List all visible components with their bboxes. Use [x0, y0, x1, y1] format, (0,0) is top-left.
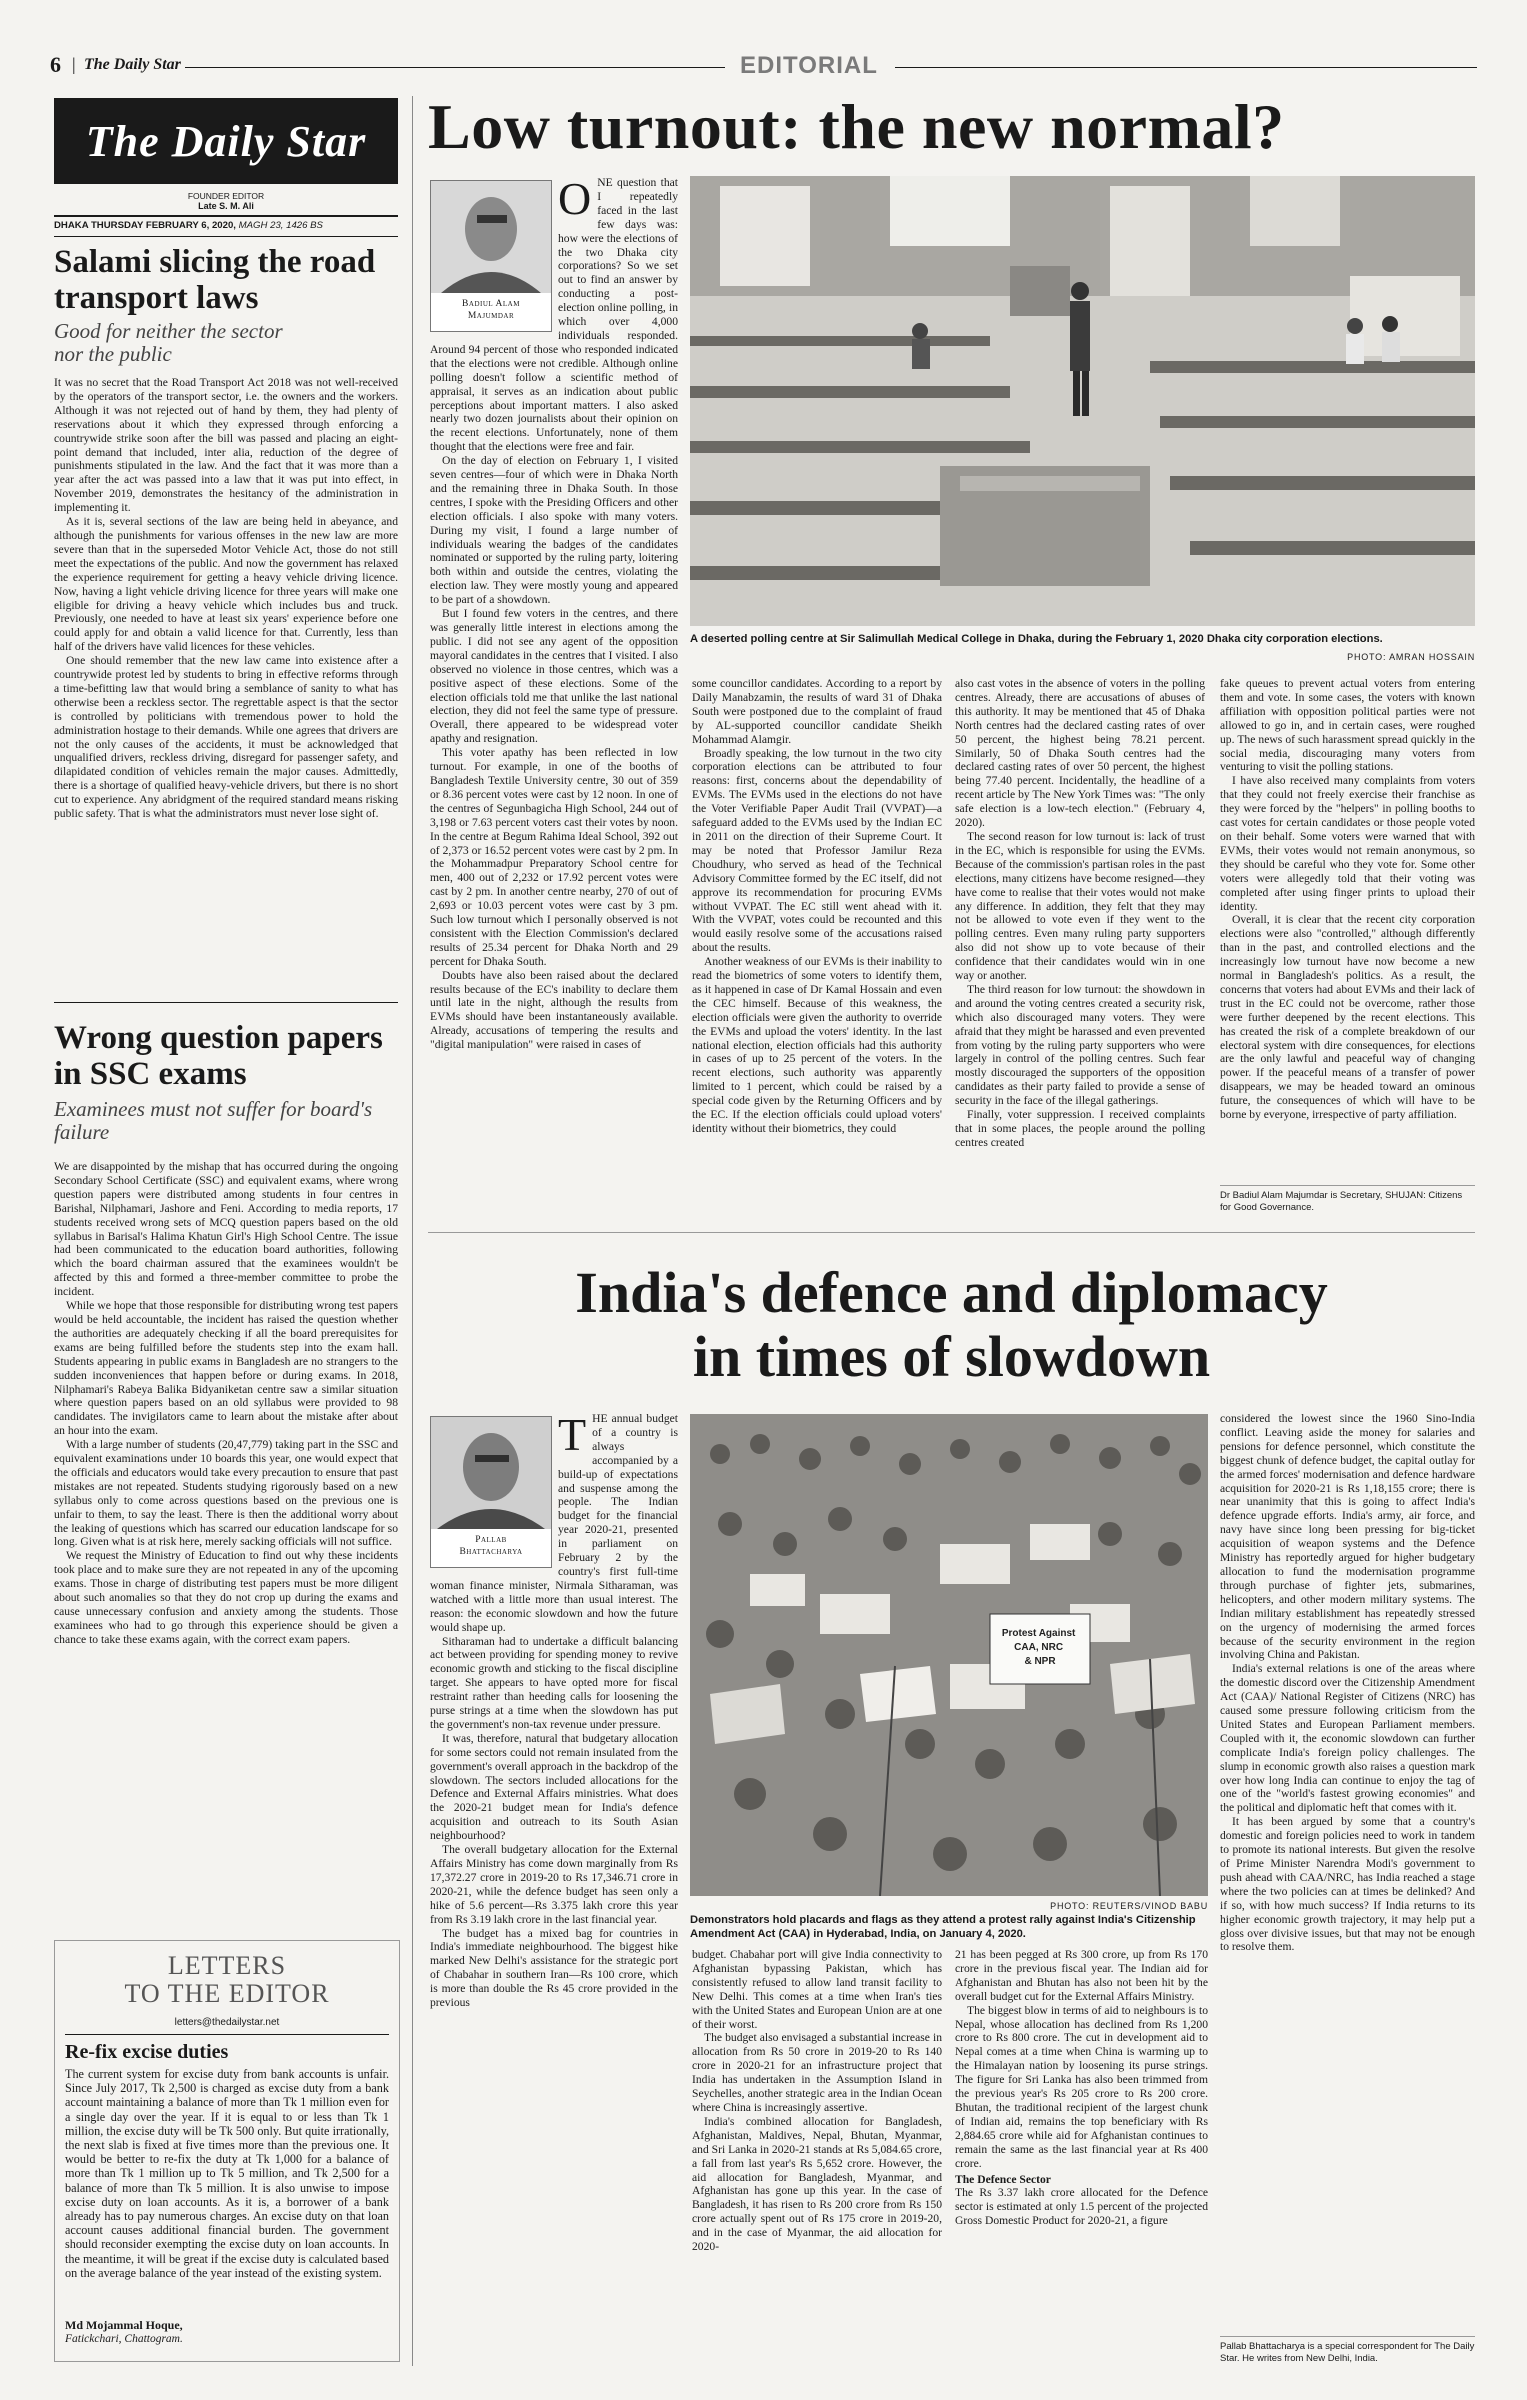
article-2-headline-1: India's defence and diplomacy	[575, 1260, 1328, 1325]
editorial-2-paragraph: We request the Ministry of Education to find out why these incidents took place and to make sure they are not repeated in any of the upcoming exams. Those in charge of distributing test papers must be more diligent about such anomalies so that they do not crop up during the exams and cause unnecessary confusion and anxiety among the students. Those examinees who had to go through this experience should be given a chance to take these exams again, with the correct exam papers.	[54, 1549, 398, 1646]
letter-title: Re-fix excise duties	[65, 2041, 229, 2063]
editorial-2-subtitle: Examinees must not suffer for board's failure	[54, 1097, 373, 1144]
article-2-bio-rule	[1220, 2336, 1475, 2337]
page-number: 6	[50, 52, 61, 77]
article-divider	[428, 1232, 1475, 1233]
letter-body: The current system for excise duty from bank accounts is unfair. Since July 2017, Tk 2,500 is charged as excise duty from a bank account maintaining a balance of more than Tk 1 million even for a single day over the year. If it is equal to or less than Tk 1 million, the excise duty will be Tk 500 only. But quite irrationally, the next slab is fixed at five times more than the previous one. It would be better to re-fix the duty at Tk 1,000 for a balance of more than Tk 1 million up to Tk 5 million, and Tk 2,500 for a balance of more than Tk 5 million. It is also unwise to impose excise duty on loan accounts. As it is, a borrower of a bank already has to pay numerous charges. An excise duty on that loan account causes additional financial burden. The government should reconsider exempting the excise duty on loan accounts. In the meantime, it will be great if the excise duty is calculated based on the average balance of the year instead of the existing system.	[65, 2067, 389, 2280]
author-1-surname: Majumdar	[467, 311, 515, 321]
header-paper-name: The Daily Star	[84, 56, 181, 73]
editorial-2-paragraph: We are disappointed by the mishap that has occurred during the ongoing Secondary School Certificate (SSC) and equivalent exams, where wrong question papers were distributed among students in four centres in Barishal, Nilphamari, Jashore and Feni. According to media reports, 17 students received wrong sets of MCQ question papers based on the old syllabus in Barisal's Halima Khatun Girl's High School Centre. The issue had been communicated to the education board authorities, following which the board chairman assured that the examinees wouldn't be affected by this and formed a three-member committee to probe the incident.	[54, 1160, 398, 1299]
editorial-2-body	[54, 1160, 398, 1926]
article-2-paragraph: The overall budgetary allocation for the External Affairs Ministry has come down marginally from Rs 17,372.27 crore in 2019-20 to Rs 17,346.71 crore in 2020-21, while the defence budget has seen only a hike of 5.6 percent—Rs 3.375 lakh crore this year from Rs 3.19 lakh crore in the last financial year.	[430, 1843, 678, 1926]
article-2-dropcap: T	[558, 1412, 587, 1460]
polling-centre-image	[690, 176, 1475, 626]
dateline-rule-top	[54, 215, 398, 217]
article-2-paragraph: The budget also envisaged a substantial increase in allocation from Rs 50 crore in 2019-20 to Rs 140 crore in 2020-21 for an infrastructure project that India has undertaken in the Assumption Island in Seychelles, another strategic area in the Indian Ocean where China is increasingly assertive.	[692, 2031, 942, 2114]
editorial-divider	[54, 1002, 398, 1003]
article-2-col-4	[1220, 1412, 1475, 2332]
editorial-2-title: Wrong question papers in SSC exams	[54, 1020, 383, 1092]
left-column-divider	[412, 96, 413, 2366]
article-2-paragraph: The Rs 3.37 lakh crore allocated for the Defence sector is estimated at only 1.5 percent of the projected Gross Domestic Product for 2020-21, a figure	[955, 2186, 1208, 2228]
article-2-col-3	[955, 1948, 1208, 2368]
article-2-paragraph: It has been argued by some that a country's domestic and foreign policies need to work in tandem to promote its national interests. But given the resolve of Prime Minister Narendra Modi's government to push ahead with CAA/NRC, has India reached a stage where the two policies can at times be delinked? And if so, with how much success? If India returns to its higher economic growth trajectory, it may help put a gloss over divisive issues, but that may not be enough to resolve them.	[1220, 1815, 1475, 1954]
article-1-paragraph: Overall, it is clear that the recent city corporation elections were also "controlled," although differently than in the past, and controlled elections and the increasingly low turnout have now become a new normal in Bangladesh's politics. As a result, the concerns that voters had about EVMs and their lack of trust in the EC could not be overcome, rather those were further deepened by the recent elections. This has created the risk of a complete breakdown of our electoral system with dire consequences, for elections are the only lawful and peaceful way of changing power. If the peaceful means of a transfer of power disappears, we may be headed toward an ominous future, the consequences of which will have to be borne by everyone, irrespective of party affiliation.	[1220, 913, 1475, 1122]
section-label: EDITORIAL	[740, 52, 878, 79]
article-1-paragraph: But I found few voters in the centres, and there was generally little interest in elections among the public. I did not see any agent of the opposition mayoral candidates in the centres that I visited. I also observed no violence in those centres, which was a positive aspect of these elections. Some of the election officials told me that unlike the last national election, they did not feel the same type of pressure. Overall, there appeared to be widespread voter apathy and resignation.	[430, 607, 678, 746]
article-1-paragraph: Another weakness of our EVMs is their inability to read the biometrics of some voters to identify them, as it happened in case of Dr Kamal Hossain and even the CEC himself. Because of this weakness, the election officials were given the authority to override the EVMs and upload the voters' identity. In the last national election, election officials had this authority in cases of up to 25 percent of the voters. In the recent elections, such authority was apparently limited to 1 percent, which could be raised by a special code given by the Returning Officers and by the EC. If the election officials could upload voters' identity without their biometrics, they could	[692, 955, 942, 1135]
placard-text-line: CAA, NRC	[1014, 1642, 1064, 1653]
placard-text-line: Protest Against	[1001, 1628, 1076, 1639]
page-header	[50, 50, 1477, 80]
article-2-paragraph: considered the lowest since the 1960 Sino-India conflict. Leaving aside the money for salaries and pensions for defence personnel, which constitute the biggest chunk of defence budget, the capital outlay for the armed forces' modernisation and defence hardware acquisition for 2020-21 is Rs 1,18,155 crore; there is near unanimity that this is going to affect India's defence upgrade efforts. India's army, air force, and navy have since long been pressing for big-ticket acquisition of weapon systems and the Defence Ministry has reportedly argued for higher budgetary allocation to fund the modernisation programme through purchase of fighter jets, submarines, helicopters, and other modern military systems. The Indian military establishment has repeatedly stressed on the urgency of modernising the armed forces because of the security environment in the region involving China and Pakistan.	[1220, 1412, 1475, 1662]
article-2-paragraph: Sitharaman had to undertake a difficult balancing act between providing for spending money to revive economic growth and sticking to the fiscal discipline target. She appears to have opted more for fiscal restraint rather than heeding calls for loosening the purse strings at a time when the slowdown has put the government's non-tax revenue under pressure.	[430, 1634, 678, 1731]
letters-heading-2: TO THE EDITOR	[124, 1979, 330, 2008]
article-2-photo-caption: Demonstrators hold placards and flags as they attend a protest rally against India's Citizenship Amendment Act (CAA) in Hyderabad, India, on January 4, 2020.	[690, 1914, 1196, 1940]
editorial-2-paragraph: With a large number of students (20,47,779) taking part in the SSC and equivalent examinations under 10 boards this year, one would expect that the officials and educators would take every precaution to ensure that past mistakes are not repeated. Students studying rigorously based on a new syllabus only to come across questions based on the previous one is unfair to them, to say the least. There is then the additional worry about the leaking of questions which has scarred our education landscape for so long. Given what is at risk here, merely sacking officials will not suffice.	[54, 1438, 398, 1549]
article-2-paragraph: The budget has a mixed bag for countries in India's immediate neighbourhood. The biggest hike marked New Delhi's assistance for the strategic port of Chabahar in southern Iran—Rs 100 crore, which is more than double the Rs 45 crore provided in the previous	[430, 1926, 678, 2010]
letters-rule	[65, 2034, 389, 2035]
article-1-paragraph: Broadly speaking, the low turnout in the two city corporation elections can be attributed to four reasons: first, concerns about the dependability of EVMs. The EVMs used in the elections do not have the Voter Verifiable Paper Audit Trail (VVPAT)—a safeguard added to the EVMs used by the Indian EC in 2011 on the direction of their Supreme Court. It may be noted that Professor Jamilur Reza Choudhury, who served as head of the Technical Advisory Committee formed by the EC itself, did not approve its recommendation for procuring EVMs without VVPAT. The EC still went ahead with it. With the VVPAT, votes could be recounted and this would easily resolve some of the accusations raised about the results.	[692, 746, 942, 955]
letter-signature: Md Mojammal Hoque,	[65, 2318, 183, 2332]
article-2-paragraph: The biggest blow in terms of aid to neighbours is to Nepal, whose allocation has declined from Rs 1,200 crore to Rs 800 crore. The cut in development aid to Nepal comes at a time when China is warming up to the Himalayan nation by loosening its purse strings. The figure for Sri Lanka has also been trimmed from the previous year's Rs 205 crore to Rs 200 crore. Bhutan, the traditional recipient of the largest chunk of Indian aid, remains the top beneficiary with Rs 2,884.65 crore while aid for Afghanistan continues to remain the same as the last financial year at Rs 400 crore.	[955, 2003, 1208, 2170]
author-2-name: Pallab	[475, 1535, 507, 1545]
masthead-logo: The Daily Star	[54, 98, 398, 184]
article-2-lead-text: HE annual budget of a country is always accompanied by a build-up of expectations and suspense among the people. The Indian budget for the financial year 2020-21, presented in parliament on February 2 by the country's first full-time woman finance minister, Nirmala Sitharaman, was watched with a little more than usual interest. The reason: the economic slowdown and how the future would shape up.	[430, 1412, 678, 1634]
article-1-paragraph: Finally, voter suppression. I received complaints that in some places, the people around the polling centres created	[955, 1108, 1205, 1149]
article-1-author-bio: Dr Badiul Alam Majumdar is Secretary, SHUJAN: Citizens for Good Governance.	[1220, 1190, 1463, 1213]
article-2-paragraph: India's combined allocation for Bangladesh, Afghanistan, Maldives, Nepal, Bhutan, Myanmar, and Sri Lanka in 2020-21 stands at Rs 5,084.65 crore, a fall from last year's Rs 5,652 crore. However, the aid allocation for Bangladesh, Myanmar, and Afghanistan has gone up this year. In the case of Bangladesh, it has risen to Rs 200 crore from Rs 150 crore actually spent out of Rs 175 crore in 2019-20, and in the case of Myanmar, the aid allocation for 2020-	[692, 2114, 942, 2254]
article-1-paragraph: I have also received many complaints from voters that they could not freely exercise their franchise as they were forced by the "helpers" in polling booths to cast votes for certain candidates or those people voted on their behalf. Some voters were warned that with EVMs, their votes would not remain anonymous, so they should be careful who they vote for. Some other voters were allegedly told that their voting was completed after using finger prints to upload their identity.	[1220, 774, 1475, 913]
article-1-paragraph: The third reason for low turnout: the showdown in and around the voting centres created a security risk, which also discouraged many voters. They were afraid that they might be harassed and even prevented from voting by the ruling party supporters who were largely in control of the polling centres. Such fear mostly discouraged the supporters of the opposition candidates as their party failed to provide a sense of security in the face of the illegal gatherings.	[955, 982, 1205, 1108]
article-2-paragraph: budget. Chabahar port will give India connectivity to Afghanistan bypassing Pakistan, which has consistently refused to allow land transit facility to New Delhi. This comes at a time when Iran's ties with the United States and European Union are at one of their worst.	[692, 1948, 942, 2031]
author-2-surname: Bhattacharya	[459, 1547, 523, 1557]
article-1-bio-rule	[1220, 1185, 1475, 1186]
article-1-paragraph: Doubts have also been raised about the declared results because of the EC's inability to declare them until late in the night, although the results from EVMs should have been instantaneously available. Already, accusations of tempering the results and "digital manipulation" were raised in cases of	[430, 968, 678, 1052]
article-1-photo-credit: PHOTO: AMRAN HOSSAIN	[1347, 652, 1475, 662]
article-2-subhead: The Defence Sector	[955, 2172, 1051, 2186]
article-2-author-bio: Pallab Bhattacharya is a special correspondent for The Daily Star. He writes from New Delhi, India.	[1220, 2341, 1475, 2364]
letter-location: Fatickchari, Chattogram.	[65, 2333, 183, 2345]
article-2-col-2	[692, 1948, 942, 2368]
header-rule-right	[895, 67, 1477, 68]
editorial-1-paragraph: It was no secret that the Road Transport Act 2018 was not well-received by the operators of the transport sector, i.e. the owners and the workers. Although it was not rejected out of hand by them, they had plenty of reservations about it which they expressed through enforcing a countrywide strike soon after the bill was passed and placing an eight-point demand that included, inter alia, reduction of the degree of punishments stipulated in the law. And the fact that it was more than a year after the act was passed into a law that it was put into effect, in November 2019, demonstrates the hesitancy of the administration in implementing it.	[54, 376, 398, 515]
article-1-photo-caption: A deserted polling centre at Sir Salimullah Medical College in Dhaka, during the February 1, 2020 Dhaka city corporation elections.	[690, 633, 1383, 645]
article-2-paragraph: India's external relations is one of the areas where the domestic discord over the Citizenship Amendment Act (CAA)/ National Register of Citizens (NRC) has caused some pressure following criticism from the United States and European Parliament members. Coupled with it, the economic slowdown can further complicate India's foreign policy challenges. The slump in economic growth also raises a question mark over how long India can continue to enjoy the tag of one of the "world's fastest growing economies" and the political and diplomatic heft that comes with it.	[1220, 1662, 1475, 1815]
article-1-lead-dropcap: O	[558, 176, 592, 224]
article-2-paragraph: It was, therefore, natural that budgetary allocation for some sectors could not remain insulated from the government's overall approach in the backdrop of the slowdown. The sectors included allocations for the Defence and External Affairs ministries. What does the 2020-21 budget mean for India's defence acquisition and outreach to its South Asian neighbourhood?	[430, 1731, 678, 1843]
article-2-photo-credit: PHOTO: REUTERS/VINOD BABU	[1050, 1901, 1208, 1911]
article-1-paragraph: The second reason for low turnout is: lack of trust in the EC, which is responsible for using the EVMs. Because of the commission's partisan roles in the past elections, many citizens have become resigned—they have come to realise that their votes would not make any difference. In addition, they felt that they may not be allowed to vote even if they went to the polling centres. Even many ruling party supporters also did not show up to vote because of their confidence that their candidates would win in one way or another.	[955, 829, 1205, 983]
founder-editor-name: Late S. M. Ali	[198, 201, 254, 211]
editorial-1-title: Salami slicing the road transport laws	[54, 244, 376, 316]
dateline: DHAKA THURSDAY FEBRUARY 6, 2020, MAGH 23, 1426 BS	[54, 220, 323, 231]
editorial-2-paragraph: While we hope that those responsible for distributing wrong test papers would be held accountable, the incident has raised the question whether the authorities are adequately checking if all the board prerequisites for exams are being fulfilled before the students step into the exam hall. Students appearing in public exams in Bangladesh are no strangers to the sudden inconveniences that happen before or during exams. In 2018, Nilphamari's Rabeya Balika Bidyaniketan centre saw a similar situation where question papers based on an old syllabus were provided to 98 candidates. The invigilators came to learn about the mistake after about an hour into the exam.	[54, 1299, 398, 1438]
article-1-paragraph: On the day of election on February 1, I visited seven centres—four of which were in Dhaka North and the remaining three in Dhaka South. In those centres, I spoke with the Presiding Officers and other election officials. I also spoke with many voters. During my visit, I found a large number of individuals wearing the badges of the candidates nominated or supported by the ruling party, loitering both within and outside the centres, violating the election law. They were mostly young and appeared to be part of a showdown.	[430, 454, 678, 607]
article-1-col-1	[430, 176, 678, 1226]
letters-email[interactable]: letters@thedailystar.net	[174, 2017, 280, 2028]
article-1-col-3	[955, 677, 1205, 1227]
article-2-headline-2: in times of slowdown	[692, 1324, 1211, 1389]
editorial-1-paragraph: As it is, several sections of the law are being held in abeyance, and although the punishments for various offenses in the new law are more severe than that in the superseded Motor Vehicle Act, those do not still meet the expectations of the public. And now the government has relaxed the experience requirement for getting a heavy vehicle driving licence. Now, having a light vehicle driving licence for three years will make one eligible for driving a heavy vehicle which includes bus and truck. Previously, one needed to have at least six years' experience before one could apply for and obtain a valid licence for that. Currently, less than half of the drivers have valid licences for these vehicles.	[54, 515, 398, 654]
article-1-col-4	[1220, 677, 1475, 1177]
dateline-rule-bottom	[54, 236, 398, 237]
article-2-lead-spacer	[430, 1412, 558, 1572]
founder-editor-label: FOUNDER EDITOR	[187, 191, 265, 201]
article-1-photo	[690, 176, 1475, 626]
editorial-1-subtitle: Good for neither the sector nor the public	[54, 319, 283, 366]
article-1-paragraph: This voter apathy has been reflected in low turnout. For example, in one of the booths of Bangladesh Textile University centre, 30 out of 359 or 8.36 percent votes were cast by 12 noon. In one of the centres of Segunbagicha High School, 244 out of 3,198 or 7.63 percent voters cast their votes by noon. In the centre at Begum Rahima Ideal School, 392 out of 2,373 or 16.52 percent votes were cast by 2 pm. In the Mohammadpur Preparatory School centre for men, 400 out of 2,232 or 17.92 percent votes were cast by 2 pm. In another centre nearby, 270 of out of 2,693 or 10.03 percent votes were cast by 3 pm. Such low turnout which I personally observed is not consistent with the Election Commission's declared results of 25.34 percent for Dhaka North and 29 percent for Dhaka South.	[430, 746, 678, 968]
article-2-col-1	[430, 1412, 678, 2362]
author-1-name: Badiul Alam	[462, 299, 520, 309]
article-1-lead-spacer	[430, 176, 558, 340]
letters-heading-1: LETTERS	[167, 1951, 287, 1980]
editorial-1-paragraph: One should remember that the new law came into existence after a countrywide protest led by students to bring in effective reforms through a time-befitting law that would bring a semblance of sanity to what has otherwise been a reckless sector. The regrettable aspect is that the sector is controlled by politicians with tremendous power to hold the administration hostage to their demands. While one agrees that drivers are not the only causes of the accidents, it must be acknowledged that unqualified drivers, reckless driving, disregard for passenger safety, and dilapidated condition of vehicles remain the major causes. Admittedly, there is a shortage of qualified heavy-vehicle drivers, but there is no short cut to experience. Any abridgment of the required standard means risking public safety. That is what the administrators must never lose sight of.	[54, 654, 398, 821]
article-1-paragraph: fake queues to prevent actual voters from entering them and vote. In some cases, the voters with known affiliation with opposition political parties were not allowed to go in, and in certain cases, were roughed up. The news of such harassment spread quickly in the social media, discouraging many voters from venturing to visit the polling stations.	[1220, 677, 1475, 774]
article-1-col-2	[692, 677, 942, 1227]
article-1-headline: Low turnout: the new normal?	[428, 91, 1285, 162]
editorial-1-body	[54, 376, 398, 972]
placard-text-line: & NPR	[1024, 1656, 1056, 1667]
article-1-lead-text: NE question that I repeatedly faced in the last few days was: how were the elections of the two Dhaka city corporations? So we set out to find an answer by conducting a post-election online polling, in which over 4,000 individuals responded. Around 94 percent of those who responded indicated that the elections were not credible. Although online polling doesn't follow a scientific method of appraisal, it serves as an indication about public perceptions about important matters. I also asked nearly two dozen journalists about their opinion on the recent elections. Unfortunately, none of them thought that the elections were free and fair.	[430, 176, 678, 454]
header-rule-left	[185, 67, 725, 68]
letters-box	[54, 1940, 400, 2362]
article-1-paragraph: some councillor candidates. According to a report by Daily Manabzamin, the results of ward 31 of Dhaka South were postponed due to the complaint of fraud by AL-supported councillor candidate Sheikh Mohammad Alamgir.	[692, 677, 942, 746]
article-2-photo	[690, 1414, 1208, 1896]
protest-rally-image	[690, 1414, 1208, 1896]
article-2-paragraph: 21 has been pegged at Rs 300 crore, up from Rs 170 crore in the previous fiscal year. The Indian aid for Afghanistan and Bhutan has also not been hit by the overall budget cut for the External Affairs Ministry.	[955, 1948, 1208, 2003]
header-separator: |	[72, 54, 76, 74]
article-1-paragraph: also cast votes in the absence of voters in the polling centres. Already, there are accusations of abuses of this authority. It may be mentioned that 45 of Dhaka North centres had the declared casting rates of over 50 percent, the highest being 78.21 percent. Similarly, 50 of Dhaka South centres had the declared casting rates of over 50 percent, the highest being 77.40 percent. Incidentally, the headline of a recent article by The New York Times was: "The only safe election is a low-tech election." (February 4, 2020).	[955, 677, 1205, 830]
